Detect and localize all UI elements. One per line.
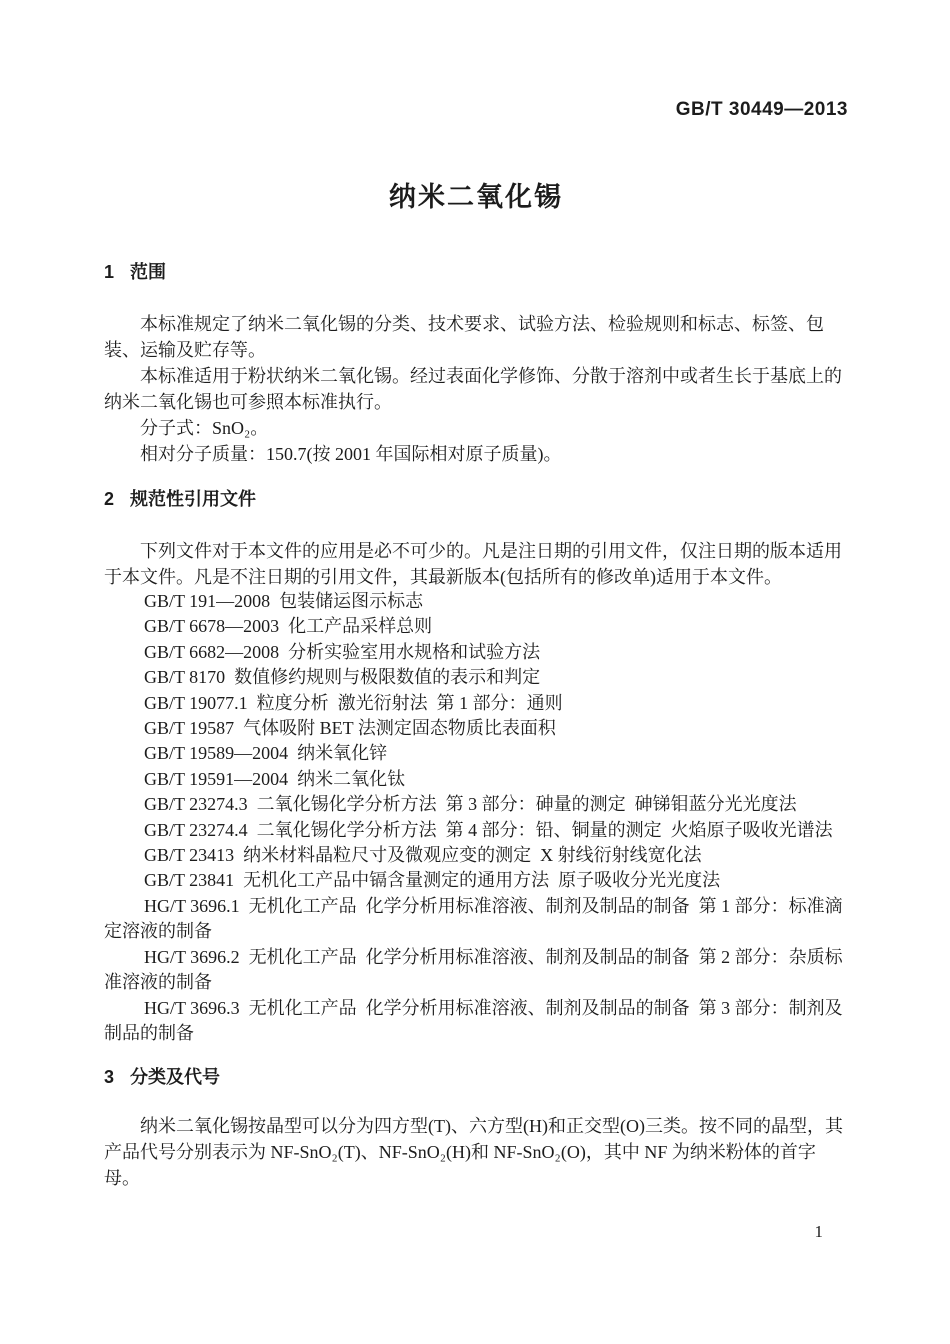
paragraph-references-intro: 下列文件对于本文件的应用是必不可少的。凡是注日期的引用文件，仅注日期的版本适用于本文件。凡是不注日期的引用文件，其最新版本(包括所有的修改单)适用于本文件。 (104, 541, 842, 587)
reference-item: HG/T 3696.3 无机化工产品 化学分析用标准溶液、制剂及制品的制备 第 3 部分：制剂及制品的制备 (104, 997, 843, 1043)
paragraph-scope-2: 本标准适用于粉状纳米二氧化锡。经过表面化学修饰、分散于溶剂中或者生长于基底上的纳米二氧化锡也可参照本标准执行。 (104, 366, 842, 412)
reference-item: GB/T 19591—2004 纳米二氧化钛 (144, 768, 406, 789)
section-heading-classification (104, 1066, 848, 1088)
reference-list (104, 589, 848, 1046)
standard-code: GB/T 30449—2013 (675, 99, 848, 120)
section-number: 2 (104, 489, 115, 509)
paragraph-molecular-mass: 相对分子质量：150.7(按 2001 年国际相对原子质量)。 (140, 444, 562, 464)
section-number: 3 (104, 1067, 115, 1087)
section-title: 分类及代号 (130, 1067, 221, 1087)
page-number: 1 (814, 1222, 823, 1241)
reference-item: GB/T 6678—2003 化工产品采样总则 (144, 616, 433, 637)
paragraph-molecular-formula: 分子式：SnO₂。 (140, 418, 269, 438)
section-heading-scope (104, 261, 848, 283)
reference-item: GB/T 23274.3 二氧化锡化学分析方法 第 3 部分：砷量的测定 砷锑钼蓝分光光度法 (144, 794, 797, 815)
section-title: 范围 (130, 262, 167, 282)
reference-item: GB/T 23274.4 二氧化锡化学分析方法 第 4 部分：铅、铜量的测定 火焰原子吸收光谱法 (144, 819, 833, 840)
paragraph-classification: 纳米二氧化锡按晶型可以分为四方型(T)、六方型(H)和正交型(O)三类。按不同的晶型，其产品代号分别表示为 NF-SnO₂(T)、NF-SnO₂(H)和 NF-SnO₂(O)，其中 NF 为纳米粉体的首字母。 (104, 1116, 843, 1188)
reference-item: GB/T 19589—2004 纳米氧化锌 (144, 743, 388, 764)
reference-item: HG/T 3696.2 无机化工产品 化学分析用标准溶液、制剂及制品的制备 第 2 部分：杂质标准溶液的制备 (104, 946, 843, 993)
document-title: 纳米二氧化锡 (389, 182, 563, 212)
section-number: 1 (104, 262, 115, 282)
reference-item: GB/T 19587 气体吸附 BET 法测定固态物质比表面积 (144, 718, 556, 739)
reference-item: HG/T 3696.1 无机化工产品 化学分析用标准溶液、制剂及制品的制备 第 1 部分：标准滴定溶液的制备 (104, 895, 843, 942)
section-heading-normative-references (104, 488, 848, 510)
reference-item: GB/T 19077.1 粒度分析 激光衍射法 第 1 部分：通则 (144, 692, 563, 713)
reference-item: GB/T 23413 纳米材料晶粒尺寸及微观应变的测定 X 射线衍射线宽化法 (144, 845, 702, 866)
section-title: 规范性引用文件 (130, 489, 257, 509)
reference-item: GB/T 6682—2008 分析实验室用水规格和试验方法 (144, 641, 541, 662)
reference-item: GB/T 8170 数值修约规则与极限数值的表示和判定 (144, 667, 541, 688)
reference-item: GB/T 191—2008 包装储运图示标志 (144, 591, 424, 611)
paragraph-scope-1: 本标准规定了纳米二氧化锡的分类、技术要求、试验方法、检验规则和标志、标签、包装、运输及贮存等。 (104, 314, 824, 360)
reference-item: GB/T 23841 无机化工产品中镉含量测定的通用方法 原子吸收分光光度法 (144, 870, 721, 891)
